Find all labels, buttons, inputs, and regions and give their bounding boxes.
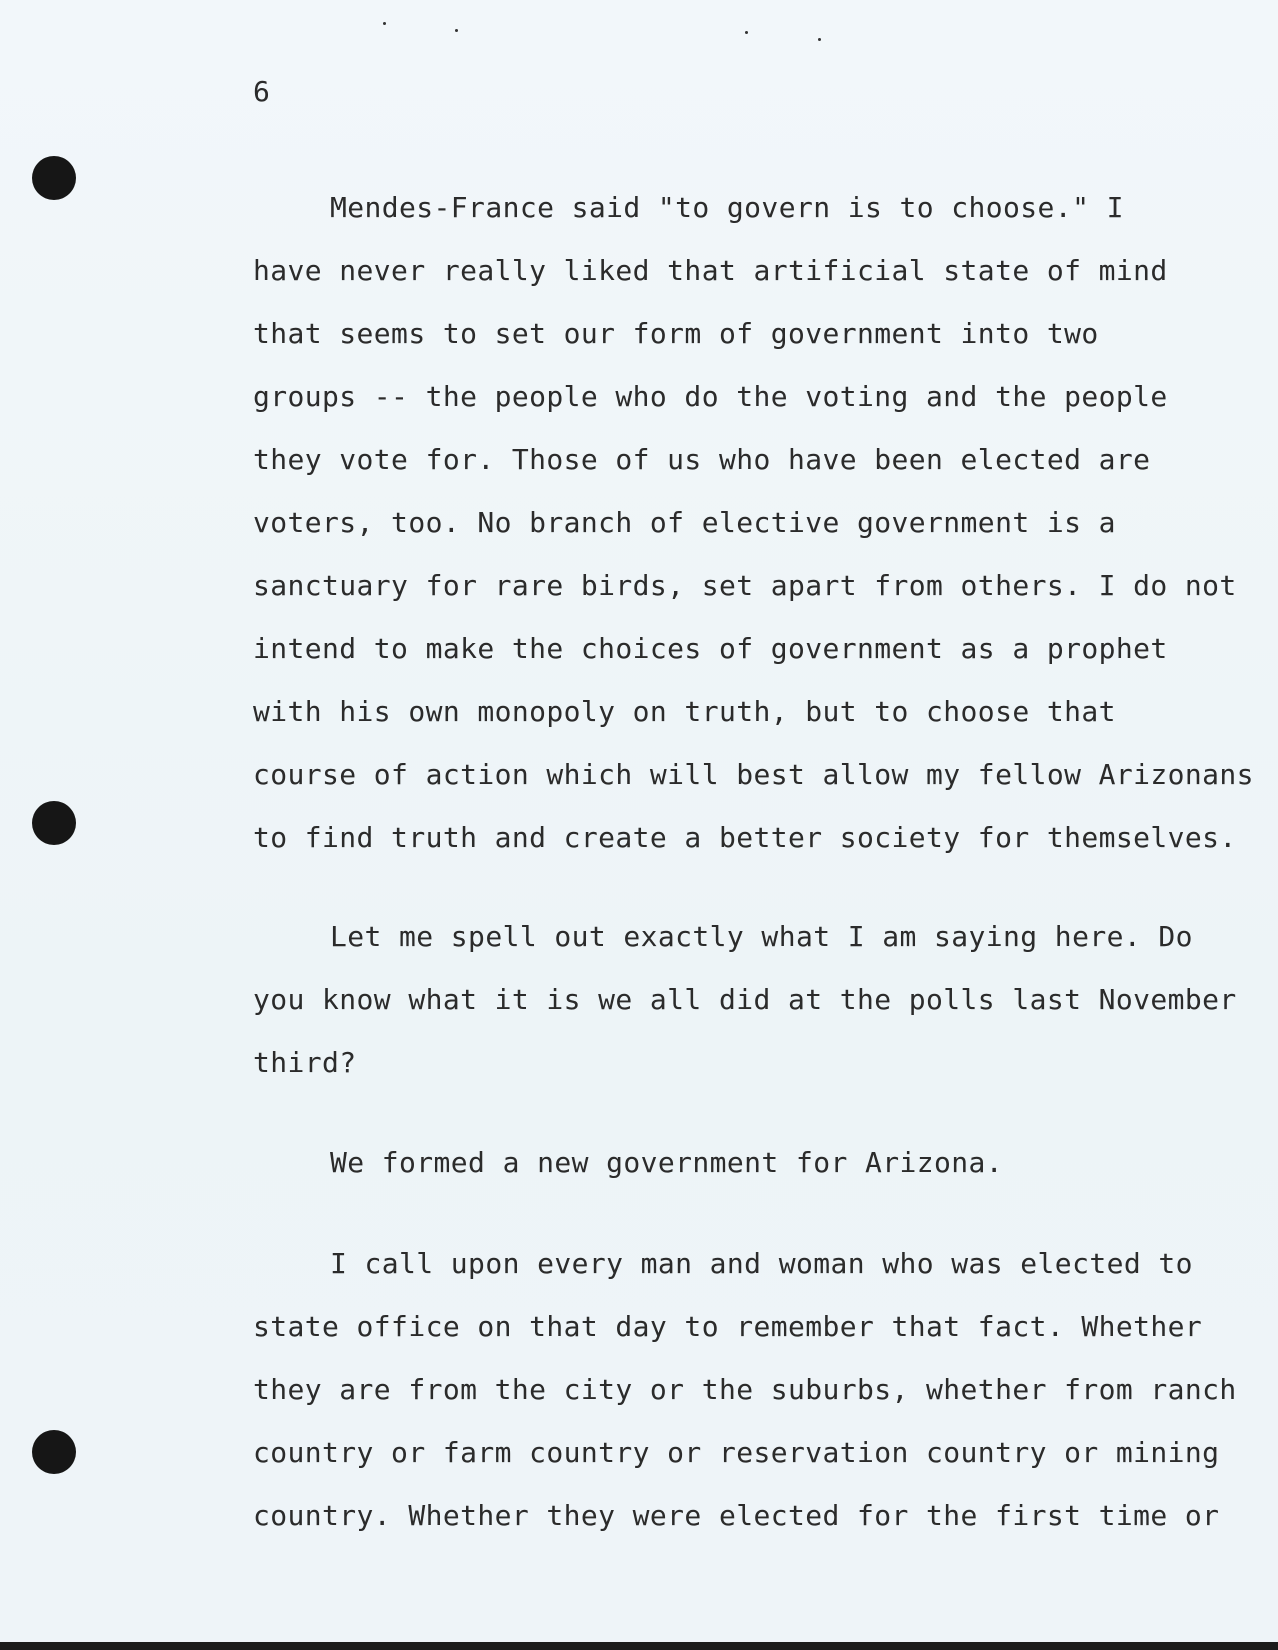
text-line: they are from the city or the suburbs, whether from ranch [253, 1373, 1237, 1406]
binder-hole-top [32, 156, 76, 200]
binder-hole-bottom [32, 1430, 76, 1474]
text-line: country or farm country or reservation country or mining [253, 1436, 1220, 1469]
text-line: to find truth and create a better society for themselves. [253, 821, 1237, 854]
text-line: course of action which will best allow my fellow Arizonans [253, 758, 1254, 791]
scan-speck [745, 31, 748, 34]
text-line: intend to make the choices of government as a prophet [253, 632, 1168, 665]
paragraph [253, 905, 1237, 1094]
text-line: sanctuary for rare birds, set apart from others. I do not [253, 569, 1237, 602]
text-line: they vote for. Those of us who have been elected are [253, 443, 1151, 476]
paragraph [253, 176, 1254, 869]
text-line: Mendes-France said "to govern is to choose." I [330, 191, 1124, 224]
text-line: We formed a new government for Arizona. [330, 1146, 1004, 1179]
text-line: I call upon every man and woman who was elected to [330, 1247, 1193, 1280]
paragraph [253, 1131, 1153, 1194]
text-line: country. Whether they were elected for the first time or [253, 1499, 1220, 1532]
text-line: state office on that day to remember that fact. Whether [253, 1310, 1203, 1343]
scan-speck [383, 22, 386, 25]
text-line: voters, too. No branch of elective government is a [253, 506, 1116, 539]
text-line: groups -- the people who do the voting and the people [253, 380, 1168, 413]
binder-hole-middle [32, 801, 76, 845]
scan-speck [818, 38, 821, 41]
scan-speck [455, 29, 458, 32]
scan-edge [0, 1642, 1278, 1650]
page-number: 6 [253, 75, 270, 108]
text-line: Let me spell out exactly what I am saying here. Do [330, 920, 1193, 953]
text-line: third? [253, 1046, 357, 1079]
paragraph [253, 1232, 1237, 1547]
text-line: have never really liked that artificial state of mind [253, 254, 1168, 287]
text-line: with his own monopoly on truth, but to choose that [253, 695, 1116, 728]
text-line: you know what it is we all did at the polls last November [253, 983, 1237, 1016]
text-line: that seems to set our form of government into two [253, 317, 1099, 350]
